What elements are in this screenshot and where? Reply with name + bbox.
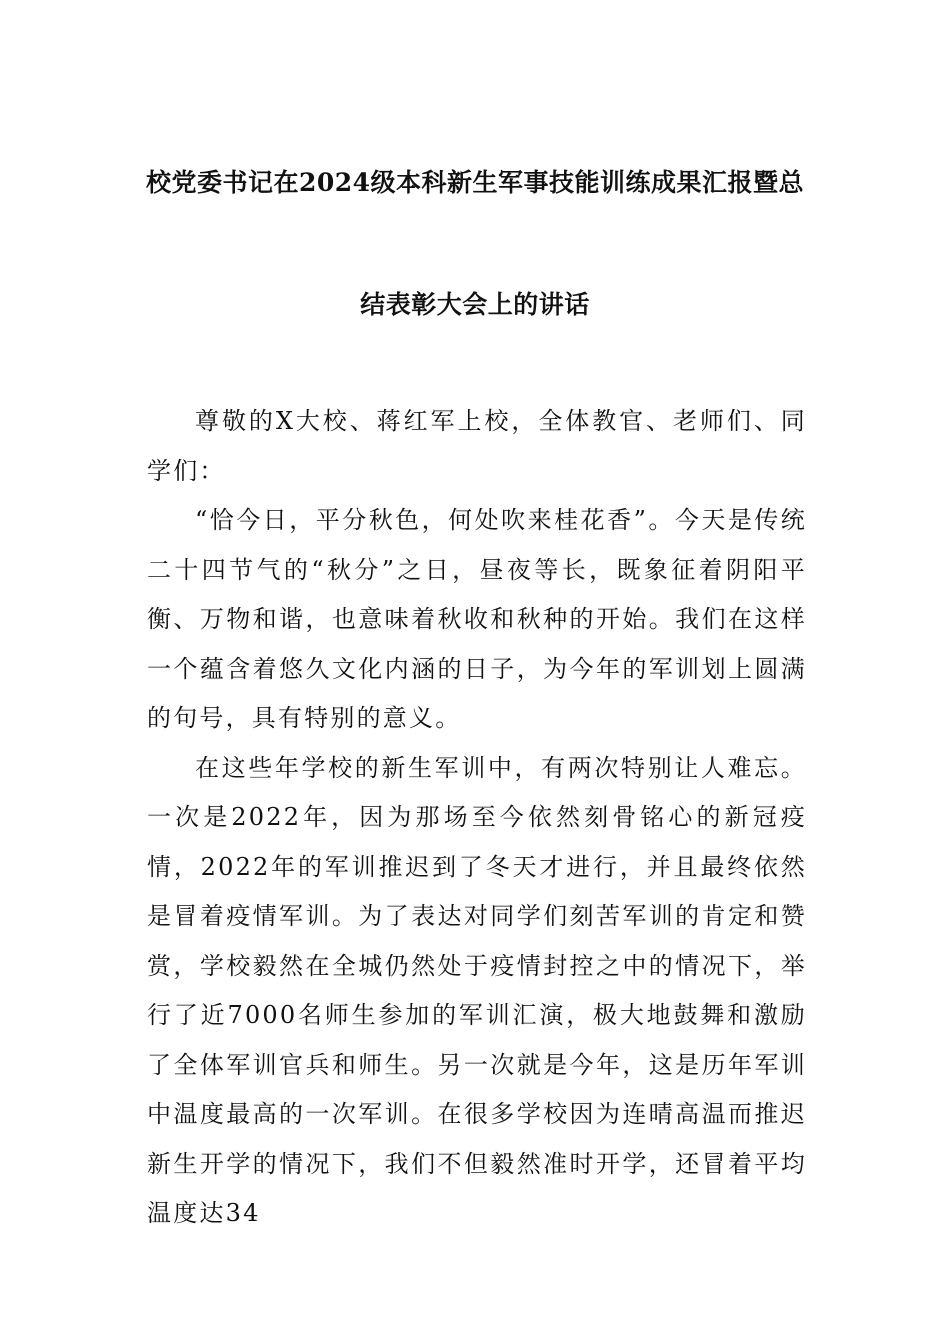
paragraph-autumn-equinox: “恰今日，平分秋色，何处吹来桂花香”。今天是传统二十四节气的“秋分”之日，昼夜等长，既象征着阴阳平衡、万物和谐，也意味着秋收和秋种的开始。我们在这样一个蕴含着悠久文化内涵的日子，为今年的军训划上圆满的句号，具有特别的意义。 [147, 506, 807, 732]
paragraph-military-training: 在这些年学校的新生军训中，有两次特别让人难忘。一次是2022年，因为那场至今依然刻骨铭心的新冠疫情，2022年的军训推迟到了冬天才进行，并且最终依然是冒着疫情军训。为了表达对同学们刻苦军训的肯定和赞赏，学校毅然在全城仍然处于疫情封控之中的情况下，举行了近7000名师生参加的军训汇演，极大地鼓舞和激励了全体军训官兵和师生。另一次就是今年，这是历年军训中温度最高的一次军训。在很多学校因为连晴高温而推迟新生开学的情况下，我们不但毅然准时开学，还冒着平均温度达34 [147, 753, 807, 1227]
paragraph-salutation: 尊敬的X大校、蒋红军上校，全体教官、老师们、同学们： [147, 407, 807, 485]
document-title-line-1: 校党委书记在2024级本科新生军事技能训练成果汇报暨总 [145, 168, 805, 197]
document-title-line-2: 结表彰大会上的讲话 [360, 290, 590, 319]
document-body [147, 397, 807, 1239]
